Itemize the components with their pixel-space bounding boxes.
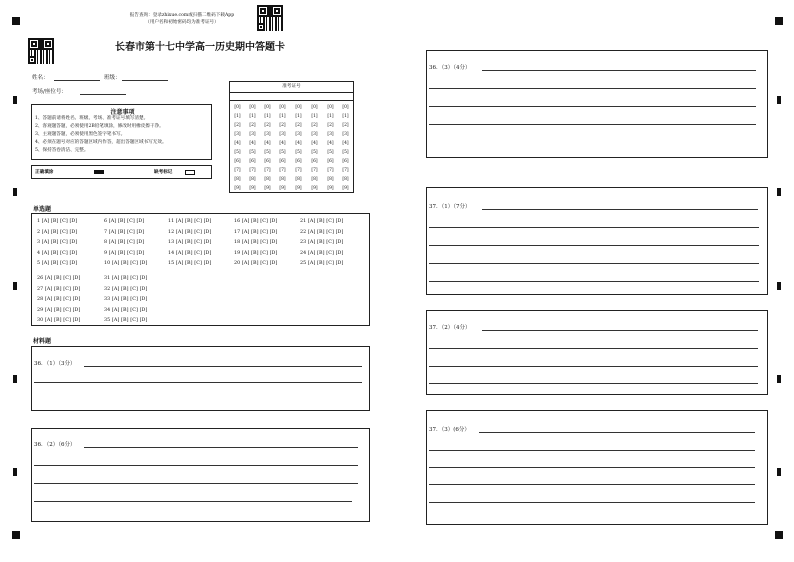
mcq-answer-item[interactable]: 30 [A] [B] [C] [D] (37, 318, 81, 323)
corner-mark-top-left (12, 17, 20, 25)
exam-id-digit-bubble[interactable]: [8] (311, 177, 318, 182)
exam-id-digit-bubble[interactable]: [1] (342, 114, 349, 119)
notes-item-2: 2、客观题答题，必须使用2B铅笔填涂，修改时用橡皮擦干净。 (35, 124, 164, 129)
exam-id-digit-bubble[interactable]: [6] (264, 159, 271, 164)
exam-id-digit-bubble[interactable]: [3] (342, 132, 349, 137)
exam-id-digit-bubble[interactable]: [1] (264, 114, 271, 119)
exam-id-digit-column (310, 103, 319, 193)
exam-id-digit-bubble[interactable]: [0] (234, 105, 241, 110)
q37-2-label: 37．（2）（4分） (429, 325, 471, 331)
exam-id-digit-bubble[interactable]: [5] (249, 150, 256, 155)
mcq-answer-item[interactable]: 4 [A] [B] [C] [D] (37, 250, 78, 256)
qr-code-app (257, 5, 283, 31)
answer-line[interactable] (429, 245, 759, 246)
exam-id-digit-bubble[interactable]: [6] (234, 159, 241, 164)
mcq-answer-item[interactable]: 14 [A] [B] [C] [D] (168, 250, 212, 256)
fill-legend (31, 165, 212, 179)
exam-id-digit-column (248, 103, 257, 193)
mcq-answer-item[interactable]: 6 [A] [B] [C] [D] (104, 219, 145, 224)
mcq-answer-item[interactable]: 16 [A] [B] [C] [D] (234, 219, 278, 224)
answer-line[interactable] (482, 330, 758, 331)
timing-mark (777, 375, 781, 383)
exam-id-digit-bubble[interactable]: [8] (327, 177, 334, 182)
timing-mark (777, 188, 781, 196)
exam-id-digit-bubble[interactable]: [9] (327, 186, 334, 191)
mcq-answer-item[interactable]: 24 [A] [B] [C] [D] (300, 250, 344, 256)
mcq-answer-item[interactable]: 33 [A] [B] [C] [D] (104, 297, 148, 302)
answer-line[interactable] (84, 366, 362, 367)
qr-code-student (28, 38, 54, 64)
answer-line[interactable] (34, 382, 362, 383)
exam-id-digit-bubble[interactable]: [2] (342, 123, 349, 128)
exam-id-digit-bubble[interactable]: [7] (279, 168, 286, 173)
notes-item-5: 5、保持答卷清洁、完整。 (35, 148, 89, 153)
answer-line[interactable] (429, 484, 755, 485)
answer-line[interactable] (479, 432, 755, 433)
mcq-answer-item[interactable]: 12 [A] [B] [C] [D] (168, 229, 212, 235)
answer-box-36-2 (31, 428, 370, 522)
exam-id-digit-bubble[interactable]: [8] (249, 177, 256, 182)
exam-id-digit-bubble[interactable]: [2] (234, 123, 241, 128)
notes-item-3: 3、主观题答题，必须使用黑色签字笔书写。 (35, 132, 126, 137)
exam-id-digit-bubble[interactable]: [2] (279, 123, 286, 128)
exam-id-entry-row[interactable] (230, 93, 353, 101)
notes-item-4: 4、必须在题号对应的答题区域内作答，超出答题区域书写无效。 (35, 140, 167, 145)
correct-fill-label: 正确填涂 (35, 170, 54, 175)
timing-mark (13, 96, 17, 104)
exam-id-digit-bubble[interactable]: [1] (311, 114, 318, 119)
exam-id-digit-bubble[interactable]: [6] (311, 159, 318, 164)
notes-item-1: 1、答题前请将姓名、班级、考场、准考证号填写清楚。 (35, 116, 149, 121)
mcq-answer-item[interactable]: 23 [A] [B] [C] [D] (300, 240, 344, 245)
answer-line[interactable] (34, 465, 358, 466)
mcq-answer-item[interactable]: 7 [A] [B] [C] [D] (104, 229, 145, 235)
exam-id-digit-bubble[interactable]: [0] (249, 105, 256, 110)
q37-3-label: 37．（3）(6分） (429, 427, 470, 433)
notes-box (31, 104, 212, 160)
answer-line[interactable] (429, 502, 755, 503)
exam-id-digit-bubble[interactable]: [8] (295, 177, 302, 182)
exam-id-digit-bubble[interactable]: [8] (234, 177, 241, 182)
exam-id-digit-bubble[interactable]: [4] (311, 141, 318, 146)
exam-id-digit-column (326, 103, 335, 193)
answer-box-36-3 (426, 50, 768, 158)
mcq-box (31, 213, 370, 326)
timing-mark (13, 468, 17, 476)
exam-id-digit-bubble[interactable]: [0] (342, 105, 349, 110)
exam-id-digit-bubble[interactable]: [3] (279, 132, 286, 137)
exam-id-digit-bubble[interactable]: [9] (264, 186, 271, 191)
mcq-answer-item[interactable]: 8 [A] [B] [C] [D] (104, 240, 145, 245)
q36-2-label: 36．（2）（6分） (34, 442, 76, 448)
mcq-answer-item[interactable]: 34 [A] [B] [C] [D] (104, 307, 148, 313)
mcq-answer-item[interactable]: 10 [A] [B] [C] [D] (104, 261, 148, 266)
exam-id-digit-bubble[interactable]: [4] (264, 141, 271, 146)
answer-line[interactable] (34, 483, 358, 484)
answer-box-37-1 (426, 187, 768, 295)
exam-id-digit-bubble[interactable]: [9] (295, 186, 302, 191)
exam-id-digit-bubble[interactable]: [3] (264, 132, 271, 137)
q36-3-label: 36．（3）（4分） (429, 65, 471, 71)
mcq-answer-item[interactable]: 20 [A] [B] [C] [D] (234, 261, 278, 266)
exam-id-digit-bubble[interactable]: [7] (327, 168, 334, 173)
answer-line[interactable] (34, 501, 352, 502)
corner-mark-top-right (775, 17, 783, 25)
exam-id-digit-bubble[interactable]: [4] (327, 141, 334, 146)
mcq-answer-item[interactable]: 29 [A] [B] [C] [D] (37, 307, 81, 313)
exam-id-digit-bubble[interactable]: [4] (342, 141, 349, 146)
mcq-answer-item[interactable]: 11 [A] [B] [C] [D] (168, 219, 212, 224)
exam-id-digit-bubble[interactable]: [9] (311, 186, 318, 191)
correct-fill-sample (94, 170, 104, 174)
mcq-answer-item[interactable]: 35 [A] [B] [C] [D] (104, 318, 148, 323)
exam-id-digit-column (341, 103, 350, 193)
class-label: 班级： (104, 75, 121, 81)
page-title: 长春市第十七中学高一历史期中答题卡 (115, 42, 285, 53)
exam-id-digit-bubble[interactable]: [9] (342, 186, 349, 191)
exam-id-digit-bubble[interactable]: [8] (279, 177, 286, 182)
exam-id-title: 准考证号 (230, 84, 353, 93)
mcq-answer-item[interactable]: 1 [A] [B] [C] [D] (37, 219, 78, 224)
answer-line[interactable] (429, 450, 755, 451)
exam-id-digit-bubble[interactable]: [9] (234, 186, 241, 191)
absent-mark-box[interactable] (185, 170, 195, 175)
exam-id-digit-bubble[interactable]: [5] (234, 150, 241, 155)
answer-line[interactable] (429, 227, 759, 228)
answer-box-37-3 (426, 410, 768, 525)
mcq-answer-item[interactable]: 15 [A] [B] [C] [D] (168, 261, 212, 266)
exam-id-digit-bubble[interactable]: [1] (234, 114, 241, 119)
mcq-answer-item[interactable]: 2 [A] [B] [C] [D] (37, 229, 78, 235)
exam-id-digit-bubble[interactable]: [3] (327, 132, 334, 137)
exam-id-digit-bubble[interactable]: [7] (249, 168, 256, 173)
exam-id-digit-bubble[interactable]: [6] (327, 159, 334, 164)
name-field[interactable] (54, 80, 100, 81)
exam-id-digit-bubble[interactable]: [6] (249, 159, 256, 164)
mcq-answer-item[interactable]: 22 [A] [B] [C] [D] (300, 229, 344, 235)
exam-id-digit-column (233, 103, 242, 193)
exam-id-digit-bubble[interactable]: [7] (342, 168, 349, 173)
exam-id-digit-bubble[interactable]: [0] (264, 105, 271, 110)
exam-id-box (229, 81, 354, 193)
exam-id-digit-bubble[interactable]: [1] (295, 114, 302, 119)
exam-id-digit-bubble[interactable]: [3] (295, 132, 302, 137)
exam-id-digit-bubble[interactable]: [2] (295, 123, 302, 128)
answer-line[interactable] (429, 366, 758, 367)
exam-id-digit-bubble[interactable]: [4] (234, 141, 241, 146)
mcq-answer-item[interactable]: 26 [A] [B] [C] [D] (37, 276, 81, 281)
answer-line[interactable] (429, 281, 759, 282)
exam-id-digit-bubble[interactable]: [2] (264, 123, 271, 128)
exam-id-digit-bubble[interactable]: [2] (327, 123, 334, 128)
exam-id-digit-bubble[interactable]: [7] (311, 168, 318, 173)
exam-id-digit-bubble[interactable]: [2] (311, 123, 318, 128)
timing-mark (777, 468, 781, 476)
mcq-answer-item[interactable]: 3 [A] [B] [C] [D] (37, 240, 78, 245)
exam-id-digit-bubble[interactable]: [4] (249, 141, 256, 146)
exam-id-digit-bubble[interactable]: [8] (264, 177, 271, 182)
class-field[interactable] (122, 80, 168, 81)
exam-id-digit-bubble[interactable]: [8] (342, 177, 349, 182)
mcq-answer-item[interactable]: 9 [A] [B] [C] [D] (104, 250, 145, 256)
exam-id-digit-bubble[interactable]: [7] (264, 168, 271, 173)
answer-line[interactable] (482, 70, 756, 71)
report-notice-line1: 报告查询：登录zhixue.com或扫描二维码下载App (129, 13, 235, 18)
exam-id-digit-bubble[interactable]: [2] (249, 123, 256, 128)
exam-id-digit-column (294, 103, 303, 193)
q37-1-label: 37．（1）（7分） (429, 204, 471, 210)
exam-id-digit-bubble[interactable]: [9] (279, 186, 286, 191)
exam-id-digit-bubble[interactable]: [7] (295, 168, 302, 173)
answer-box-37-2 (426, 310, 768, 395)
mcq-answer-item[interactable]: 32 [A] [B] [C] [D] (104, 286, 148, 292)
exam-id-digit-bubble[interactable]: [6] (342, 159, 349, 164)
timing-mark (13, 188, 17, 196)
exam-id-digit-bubble[interactable]: [5] (264, 150, 271, 155)
q36-1-label: 36．（1）（3分） (34, 361, 76, 367)
answer-line[interactable] (429, 383, 758, 384)
exam-id-digit-bubble[interactable]: [6] (295, 159, 302, 164)
exam-id-digit-bubble[interactable]: [0] (327, 105, 334, 110)
exam-id-digit-bubble[interactable]: [5] (295, 150, 302, 155)
exam-id-digit-bubble[interactable]: [4] (279, 141, 286, 146)
exam-id-digit-bubble[interactable]: [1] (279, 114, 286, 119)
answer-line[interactable] (429, 124, 756, 125)
exam-id-digit-bubble[interactable]: [1] (327, 114, 334, 119)
exam-id-digit-bubble[interactable]: [5] (342, 150, 349, 155)
corner-mark-bottom-right (775, 531, 783, 539)
material-section-title: 材料题 (33, 338, 52, 345)
mcq-answer-item[interactable]: 5 [A] [B] [C] [D] (37, 261, 78, 266)
mcq-answer-item[interactable]: 19 [A] [B] [C] [D] (234, 250, 278, 256)
exam-id-digit-bubble[interactable]: [0] (311, 105, 318, 110)
name-label: 姓名： (32, 75, 49, 81)
exam-id-digit-bubble[interactable]: [1] (249, 114, 256, 119)
room-seat-field[interactable] (80, 94, 126, 95)
exam-id-digit-bubble[interactable]: [5] (279, 150, 286, 155)
room-seat-label: 考场/座位号： (32, 89, 67, 95)
exam-id-digit-bubble[interactable]: [9] (249, 186, 256, 191)
exam-id-digit-bubble[interactable]: [7] (234, 168, 241, 173)
timing-mark (777, 96, 781, 104)
exam-id-digit-bubble[interactable]: [5] (311, 150, 318, 155)
exam-id-digit-bubble[interactable]: [3] (234, 132, 241, 137)
answer-line[interactable] (429, 348, 758, 349)
exam-id-digit-bubble[interactable]: [3] (311, 132, 318, 137)
exam-id-digit-bubble[interactable]: [0] (295, 105, 302, 110)
exam-id-digit-bubble[interactable]: [4] (295, 141, 302, 146)
corner-mark-bottom-left (12, 531, 20, 539)
timing-mark (13, 375, 17, 383)
absent-mark-label: 缺考标记 (154, 170, 173, 175)
mcq-answer-item[interactable]: 31 [A] [B] [C] [D] (104, 276, 148, 281)
mcq-answer-item[interactable]: 27 [A] [B] [C] [D] (37, 286, 81, 292)
timing-mark (13, 282, 17, 290)
answer-line[interactable] (84, 447, 358, 448)
exam-id-digit-column (263, 103, 272, 193)
mcq-answer-item[interactable]: 21 [A] [B] [C] [D] (300, 219, 344, 224)
exam-id-digit-bubble[interactable]: [6] (279, 159, 286, 164)
mcq-answer-item[interactable]: 17 [A] [B] [C] [D] (234, 229, 278, 235)
answer-line[interactable] (429, 467, 755, 468)
answer-line[interactable] (429, 88, 756, 89)
answer-box-36-1 (31, 346, 370, 411)
exam-id-digit-bubble[interactable]: [0] (279, 105, 286, 110)
mcq-answer-item[interactable]: 18 [A] [B] [C] [D] (234, 240, 278, 245)
exam-id-digit-bubble[interactable]: [3] (249, 132, 256, 137)
exam-id-digit-column (278, 103, 287, 193)
answer-line[interactable] (429, 106, 756, 107)
answer-line[interactable] (482, 209, 758, 210)
mcq-answer-item[interactable]: 13 [A] [B] [C] [D] (168, 240, 212, 245)
mcq-section-title: 单选题 (33, 206, 52, 213)
timing-mark (777, 282, 781, 290)
report-notice-line2: （用户名和初始密码均为准考证号） (145, 20, 219, 25)
answer-line[interactable] (429, 263, 759, 264)
mcq-answer-item[interactable]: 28 [A] [B] [C] [D] (37, 297, 81, 302)
notes-title: 注意事项 (110, 109, 135, 116)
exam-id-digit-bubble[interactable]: [5] (327, 150, 334, 155)
mcq-answer-item[interactable]: 25 [A] [B] [C] [D] (300, 261, 344, 266)
